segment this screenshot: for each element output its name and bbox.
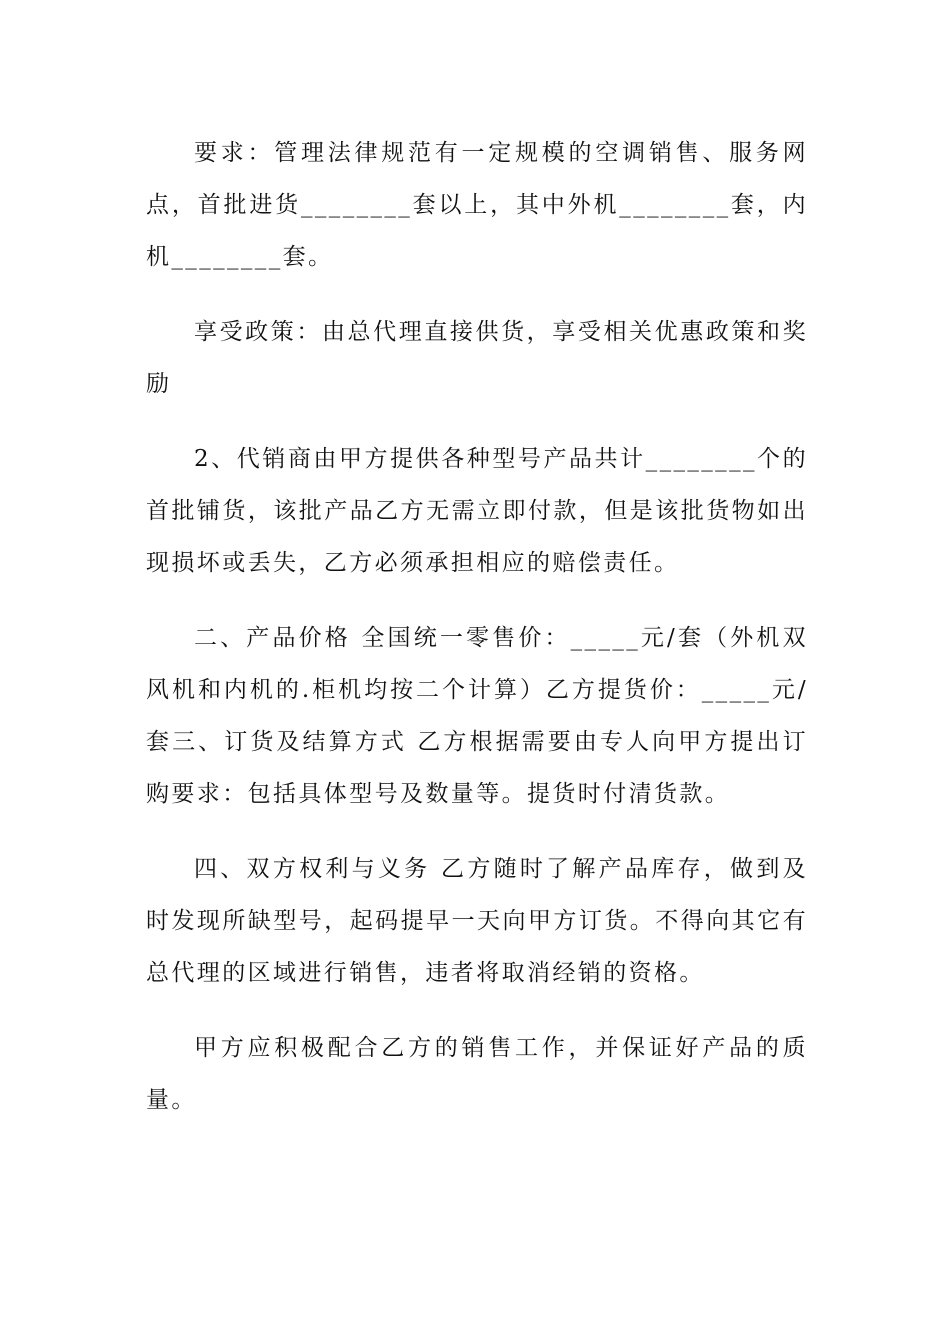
paragraph-party-a-duties: 甲方应积极配合乙方的销售工作，并保证好产品的质量。 xyxy=(146,1035,808,1113)
paragraph-policy: 享受政策：由总代理直接供货，享受相关优惠政策和奖励 xyxy=(146,319,808,397)
paragraph-requirements: 要求：管理法律规范有一定规模的空调销售、服务网点，首批进货________套以上，其中外机________套，内机________套。 xyxy=(146,140,808,270)
paragraph-rights-and-obligations: 四、双方权利与义务 乙方随时了解产品库存，做到及时发现所缺型号，起码提早一天向甲方订货。不得向其它有总代理的区域进行销售，违者将取消经销的资格。 xyxy=(146,856,808,986)
paragraph-consignment: 2、代销商由甲方提供各种型号产品共计________个的首批铺货，该批产品乙方无需立即付款，但是该批货物如出现损坏或丢失，乙方必须承担相应的赔偿责任。 xyxy=(146,446,808,576)
paragraph-price-and-ordering: 二、产品价格 全国统一零售价：_____元/套（外机双风机和内机的.柜机均按二个计算）乙方提货价：_____元/套三、订货及结算方式 乙方根据需要由专人向甲方提出订购要求：包括具体型号及数量等。提货时付清货款。 xyxy=(146,625,808,807)
document-body xyxy=(146,127,808,1149)
